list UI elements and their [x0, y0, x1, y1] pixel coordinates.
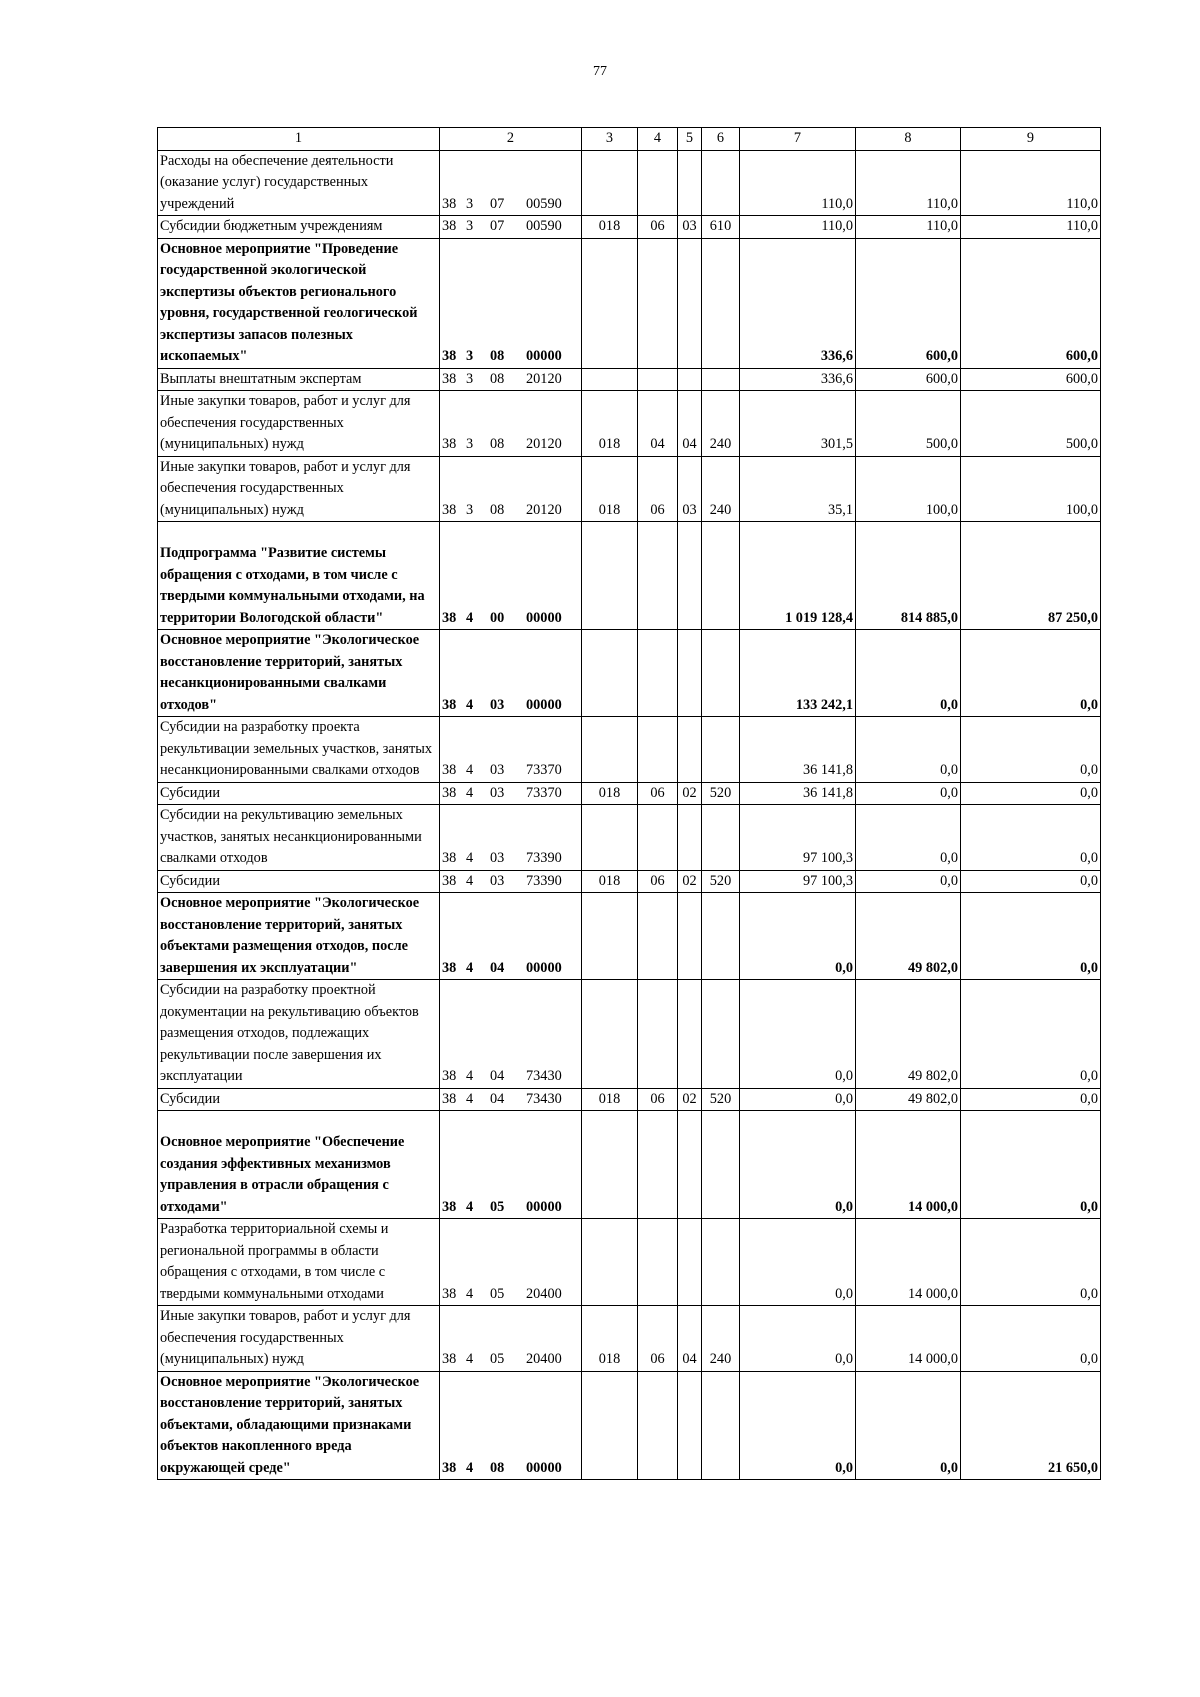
row-col-6: [702, 238, 740, 368]
row-col-3: [582, 1219, 638, 1306]
header-col-1: 1: [158, 128, 440, 151]
row-name: [158, 1111, 440, 1219]
code-part-2: 3: [466, 370, 474, 387]
row-value-7: 0,0: [740, 1306, 856, 1372]
row-code: [440, 980, 582, 1089]
row-value-8: 0,0: [856, 782, 961, 805]
row-col-6: 240: [702, 1306, 740, 1372]
row-value-9: 110,0: [961, 150, 1101, 216]
code-part-4: 73390: [526, 850, 562, 866]
row-value-7: 97 100,3: [740, 870, 856, 893]
code-part-1: 38: [442, 609, 457, 626]
row-col-6: 520: [702, 782, 740, 805]
code-part-1: 38: [442, 370, 457, 387]
table-row: [158, 456, 1101, 522]
code-part-3: 03: [490, 850, 505, 866]
code-part-4: 20400: [526, 1285, 562, 1302]
row-name: [158, 1219, 440, 1306]
code-part-3: 07: [490, 195, 505, 212]
page-number: 77: [593, 64, 607, 79]
row-name: [158, 630, 440, 717]
row-col-3: [582, 805, 638, 871]
code-part-2: 4: [466, 872, 474, 889]
code-part-2: 3: [466, 195, 474, 212]
row-col-4: 06: [638, 782, 678, 805]
row-col-5: [678, 893, 702, 980]
row-value-9: 0,0: [961, 717, 1101, 783]
row-code: [440, 238, 582, 368]
row-name: [158, 1371, 440, 1480]
row-code: [440, 870, 582, 893]
header-col-3: 3: [582, 128, 638, 151]
row-name-text: Основное мероприятие "Проведение государственной экологической экспертизы объектов регионального уровня, государственной геологической экспертизы запасов полезных ископаемых": [160, 240, 418, 364]
row-col-4: [638, 805, 678, 871]
row-col-6: [702, 717, 740, 783]
row-value-9: 0,0: [961, 805, 1101, 871]
code-part-4: 73430: [526, 1090, 562, 1107]
code-part-2: 4: [466, 1285, 474, 1302]
row-code: [440, 1111, 582, 1219]
row-name: [158, 238, 440, 368]
row-col-5: [678, 150, 702, 216]
row-col-3: [582, 717, 638, 783]
row-code: [440, 150, 582, 216]
row-col-3: [582, 1111, 638, 1219]
header-col-6: 6: [702, 128, 740, 151]
table-row: [158, 150, 1101, 216]
row-col-3: [582, 893, 638, 980]
code-part-2: 4: [466, 784, 474, 801]
code-part-4: 73370: [526, 784, 562, 801]
row-col-6: [702, 1219, 740, 1306]
row-col-5: 04: [678, 391, 702, 457]
table-row: [158, 805, 1101, 871]
row-code: [440, 782, 582, 805]
code-part-2: 4: [466, 1198, 474, 1215]
row-col-6: [702, 980, 740, 1089]
row-value-7: 133 242,1: [740, 630, 856, 717]
row-value-9: 0,0: [961, 1088, 1101, 1111]
row-name: [158, 980, 440, 1089]
code-part-4: 73430: [526, 1068, 562, 1084]
row-value-9: 0,0: [961, 893, 1101, 980]
row-col-5: [678, 1371, 702, 1480]
code-part-1: 38: [442, 436, 457, 452]
header-col-5: 5: [678, 128, 702, 151]
row-value-8: 0,0: [856, 805, 961, 871]
table-row: [158, 1088, 1101, 1111]
row-name-text: Субсидии: [160, 784, 220, 801]
row-name-text: Субсидии на рекультивацию земельных участков, занятых несанкционированными свалками отходов: [160, 807, 422, 866]
code-part-4: 73390: [526, 872, 562, 889]
row-col-3: [582, 150, 638, 216]
code-part-1: 38: [442, 218, 457, 234]
row-value-7: 301,5: [740, 391, 856, 457]
row-value-8: 110,0: [856, 150, 961, 216]
row-value-8: 14 000,0: [856, 1219, 961, 1306]
row-code: [440, 1306, 582, 1372]
row-code: [440, 456, 582, 522]
table-row: [158, 1371, 1101, 1480]
row-col-4: 06: [638, 456, 678, 522]
code-part-2: 4: [466, 850, 474, 866]
code-part-2: 4: [466, 1459, 474, 1476]
row-value-7: 0,0: [740, 1371, 856, 1480]
table-header-row: [158, 128, 1101, 151]
row-value-7: 0,0: [740, 1088, 856, 1111]
row-value-8: 49 802,0: [856, 980, 961, 1089]
code-part-2: 4: [466, 696, 474, 713]
code-part-4: 00000: [526, 609, 562, 626]
row-col-4: 06: [638, 1088, 678, 1111]
code-part-4: 00000: [526, 1459, 562, 1476]
row-code: [440, 522, 582, 630]
row-name-text: Иные закупки товаров, работ и услуг для обеспечения государственных (муниципальных) нужд: [160, 1308, 411, 1367]
row-value-7: 35,1: [740, 456, 856, 522]
row-value-7: 336,6: [740, 238, 856, 368]
row-code: [440, 391, 582, 457]
row-name-text: Выплаты внештатным экспертам: [160, 370, 362, 387]
row-name-text: Субсидии бюджетным учреждениям: [160, 218, 383, 234]
row-col-6: [702, 893, 740, 980]
row-col-4: [638, 717, 678, 783]
code-part-4: 20120: [526, 436, 562, 452]
row-col-4: 04: [638, 391, 678, 457]
row-name-text: Основное мероприятие "Обеспечение создания эффективных механизмов управления в отрасли обращения с отходами": [160, 1134, 405, 1215]
row-code: [440, 368, 582, 391]
row-value-8: 14 000,0: [856, 1111, 961, 1219]
row-col-3: 018: [582, 1306, 638, 1372]
row-name-text: Расходы на обеспечение деятельности (оказание услуг) государственных учреждений: [160, 152, 394, 212]
row-col-6: 240: [702, 391, 740, 457]
code-part-3: 04: [490, 1068, 505, 1084]
row-value-9: 0,0: [961, 782, 1101, 805]
row-value-8: 49 802,0: [856, 1088, 961, 1111]
row-col-4: 06: [638, 216, 678, 239]
code-part-4: 20400: [526, 1351, 562, 1367]
row-col-5: 02: [678, 782, 702, 805]
row-col-4: [638, 1371, 678, 1480]
row-name: [158, 893, 440, 980]
row-col-3: 018: [582, 216, 638, 239]
header-col-8: 8: [856, 128, 961, 151]
row-code: [440, 630, 582, 717]
table-row: [158, 980, 1101, 1089]
code-part-3: 07: [490, 218, 505, 234]
code-part-1: 38: [442, 762, 457, 778]
row-name: [158, 391, 440, 457]
row-col-6: [702, 150, 740, 216]
header-col-7: 7: [740, 128, 856, 151]
code-part-2: 4: [466, 1090, 474, 1107]
row-name-text: Иные закупки товаров, работ и услуг для обеспечения государственных (муниципальных) нужд: [160, 458, 411, 518]
row-name-text: Субсидии на разработку проекта рекультивации земельных участков, занятых несанкционированными свалками отходов: [160, 719, 432, 778]
row-value-7: 0,0: [740, 1219, 856, 1306]
row-value-9: 21 650,0: [961, 1371, 1101, 1480]
row-value-7: 0,0: [740, 893, 856, 980]
code-part-4: 00000: [526, 959, 562, 976]
row-col-4: 06: [638, 1306, 678, 1372]
row-code: [440, 893, 582, 980]
row-value-9: 0,0: [961, 630, 1101, 717]
table-row: [158, 717, 1101, 783]
row-name-text: Основное мероприятие "Экологическое восстановление территорий, занятых объектами размещения отходов, после завершения их эксплуатации": [160, 895, 420, 976]
row-name: [158, 368, 440, 391]
row-col-3: 018: [582, 870, 638, 893]
row-code: [440, 717, 582, 783]
code-part-3: 05: [490, 1285, 505, 1302]
row-col-3: [582, 1371, 638, 1480]
code-part-2: 3: [466, 501, 474, 518]
row-col-4: [638, 368, 678, 391]
row-name: [158, 456, 440, 522]
row-col-3: [582, 522, 638, 630]
row-col-5: [678, 1219, 702, 1306]
code-part-1: 38: [442, 1351, 457, 1367]
code-part-4: 20120: [526, 370, 562, 387]
row-col-5: [678, 368, 702, 391]
table-row: [158, 1219, 1101, 1306]
row-value-8: 110,0: [856, 216, 961, 239]
row-value-9: 100,0: [961, 456, 1101, 522]
row-name: [158, 782, 440, 805]
row-col-6: 610: [702, 216, 740, 239]
row-value-8: 14 000,0: [856, 1306, 961, 1372]
row-col-4: [638, 238, 678, 368]
row-name-text: Подпрограмма "Развитие системы обращения с отходами, в том числе с твердыми коммунальными отходами, на территории Вологодской области": [160, 545, 425, 626]
row-value-9: 0,0: [961, 980, 1101, 1089]
row-name-text: Субсидии: [160, 1090, 220, 1107]
table-row: [158, 368, 1101, 391]
row-name: [158, 1088, 440, 1111]
row-col-5: 03: [678, 216, 702, 239]
row-name-text: Иные закупки товаров, работ и услуг для обеспечения государственных (муниципальных) нужд: [160, 393, 411, 452]
code-part-4: 20120: [526, 501, 562, 518]
row-value-9: 87 250,0: [961, 522, 1101, 630]
row-value-8: 600,0: [856, 238, 961, 368]
code-part-3: 04: [490, 1090, 505, 1107]
code-part-1: 38: [442, 1459, 457, 1476]
code-part-1: 38: [442, 696, 457, 713]
row-value-7: 36 141,8: [740, 717, 856, 783]
code-part-3: 08: [490, 501, 505, 518]
row-col-5: [678, 1111, 702, 1219]
row-value-8: 100,0: [856, 456, 961, 522]
code-part-2: 4: [466, 609, 474, 626]
table-row: [158, 216, 1101, 239]
code-part-1: 38: [442, 348, 457, 364]
code-part-2: 3: [466, 348, 474, 364]
row-col-6: [702, 1371, 740, 1480]
row-col-6: [702, 368, 740, 391]
row-value-7: 97 100,3: [740, 805, 856, 871]
row-value-8: 0,0: [856, 1371, 961, 1480]
row-col-3: [582, 368, 638, 391]
code-part-1: 38: [442, 784, 457, 801]
row-col-6: [702, 1111, 740, 1219]
budget-table: [157, 127, 1101, 1480]
row-value-8: 0,0: [856, 630, 961, 717]
row-value-9: 500,0: [961, 391, 1101, 457]
code-part-3: 04: [490, 959, 505, 976]
row-col-4: [638, 980, 678, 1089]
row-col-3: 018: [582, 391, 638, 457]
row-name: [158, 717, 440, 783]
row-col-4: [638, 1111, 678, 1219]
row-value-8: 500,0: [856, 391, 961, 457]
row-col-6: 520: [702, 1088, 740, 1111]
header-col-2: 2: [440, 128, 582, 151]
row-col-5: [678, 805, 702, 871]
code-part-4: 00000: [526, 1198, 562, 1215]
row-col-4: [638, 522, 678, 630]
header-col-4: 4: [638, 128, 678, 151]
row-name-text: Основное мероприятие "Экологическое восстановление территорий, занятых объектами, обладающими признаками объектов накопленного вреда окружающей среде": [160, 1373, 420, 1476]
table-row: [158, 870, 1101, 893]
row-col-5: [678, 980, 702, 1089]
row-col-5: 02: [678, 870, 702, 893]
table-body: [158, 150, 1101, 1480]
row-col-4: 06: [638, 870, 678, 893]
code-part-3: 08: [490, 370, 505, 387]
code-part-2: 4: [466, 1068, 474, 1084]
row-value-9: 110,0: [961, 216, 1101, 239]
row-col-5: [678, 522, 702, 630]
code-part-1: 38: [442, 195, 457, 212]
row-value-8: 49 802,0: [856, 893, 961, 980]
table-row: [158, 522, 1101, 630]
row-name-text: Основное мероприятие "Экологическое восстановление территорий, занятых несанкционированными свалками отходов": [160, 632, 420, 713]
code-part-1: 38: [442, 501, 457, 518]
row-name: [158, 1306, 440, 1372]
row-col-3: 018: [582, 782, 638, 805]
code-part-2: 3: [466, 436, 474, 452]
row-col-3: [582, 238, 638, 368]
header-col-9: 9: [961, 128, 1101, 151]
row-value-8: 0,0: [856, 870, 961, 893]
row-col-5: [678, 717, 702, 783]
row-value-8: 0,0: [856, 717, 961, 783]
code-part-1: 38: [442, 850, 457, 866]
code-part-1: 38: [442, 1068, 457, 1084]
row-name: [158, 805, 440, 871]
code-part-3: 00: [490, 609, 505, 626]
table-row: [158, 1306, 1101, 1372]
code-part-4: 73370: [526, 762, 562, 778]
code-part-1: 38: [442, 1198, 457, 1215]
row-col-5: 04: [678, 1306, 702, 1372]
row-col-3: [582, 980, 638, 1089]
row-name: [158, 150, 440, 216]
row-name: [158, 870, 440, 893]
code-part-4: 00590: [526, 195, 562, 212]
row-name: [158, 216, 440, 239]
row-col-5: [678, 630, 702, 717]
row-col-5: 03: [678, 456, 702, 522]
code-part-2: 4: [466, 762, 474, 778]
row-code: [440, 1219, 582, 1306]
row-col-5: [678, 238, 702, 368]
row-col-6: [702, 522, 740, 630]
code-part-3: 03: [490, 872, 505, 889]
row-value-8: 814 885,0: [856, 522, 961, 630]
code-part-2: 4: [466, 1351, 474, 1367]
row-code: [440, 216, 582, 239]
code-part-3: 03: [490, 784, 505, 801]
code-part-1: 38: [442, 1090, 457, 1107]
row-value-9: 0,0: [961, 1111, 1101, 1219]
row-value-7: 0,0: [740, 1111, 856, 1219]
row-value-7: 1 019 128,4: [740, 522, 856, 630]
row-value-7: 110,0: [740, 150, 856, 216]
row-col-6: 240: [702, 456, 740, 522]
code-part-3: 05: [490, 1198, 505, 1215]
table-row: [158, 630, 1101, 717]
row-code: [440, 1088, 582, 1111]
row-value-7: 336,6: [740, 368, 856, 391]
row-col-3: [582, 630, 638, 717]
row-col-6: 520: [702, 870, 740, 893]
table-row: [158, 893, 1101, 980]
row-name: [158, 522, 440, 630]
table-row: [158, 238, 1101, 368]
code-part-2: 4: [466, 959, 474, 976]
row-col-6: [702, 630, 740, 717]
row-col-5: 02: [678, 1088, 702, 1111]
code-part-4: 00000: [526, 696, 562, 713]
row-col-3: 018: [582, 1088, 638, 1111]
code-part-1: 38: [442, 1285, 457, 1302]
code-part-2: 3: [466, 218, 474, 234]
row-col-4: [638, 1219, 678, 1306]
row-name-text: Субсидии на разработку проектной документации на рекультивацию объектов размещения отходов, подлежащих рекультивации после завершения их эксплуатации: [160, 982, 419, 1084]
row-value-9: 600,0: [961, 238, 1101, 368]
row-value-7: 0,0: [740, 980, 856, 1089]
code-part-1: 38: [442, 872, 457, 889]
row-col-4: [638, 150, 678, 216]
row-value-7: 36 141,8: [740, 782, 856, 805]
code-part-3: 08: [490, 436, 505, 452]
row-value-9: 0,0: [961, 870, 1101, 893]
code-part-3: 08: [490, 348, 505, 364]
table-row: [158, 391, 1101, 457]
row-value-9: 0,0: [961, 1219, 1101, 1306]
code-part-4: 00590: [526, 218, 562, 234]
row-col-4: [638, 630, 678, 717]
row-value-8: 600,0: [856, 368, 961, 391]
row-code: [440, 805, 582, 871]
row-col-6: [702, 805, 740, 871]
code-part-3: 03: [490, 762, 505, 778]
code-part-3: 08: [490, 1459, 505, 1476]
code-part-3: 03: [490, 696, 505, 713]
table-row: [158, 782, 1101, 805]
table-row: [158, 1111, 1101, 1219]
code-part-3: 05: [490, 1351, 505, 1367]
row-name-text: Разработка территориальной схемы и региональной программы в области обращения с отходами, в том числе с твердыми коммунальными отходами: [160, 1221, 389, 1302]
row-code: [440, 1371, 582, 1480]
row-col-3: 018: [582, 456, 638, 522]
code-part-1: 38: [442, 959, 457, 976]
row-value-7: 110,0: [740, 216, 856, 239]
row-col-4: [638, 893, 678, 980]
row-name-text: Субсидии: [160, 872, 220, 889]
code-part-4: 00000: [526, 348, 562, 364]
row-value-9: 0,0: [961, 1306, 1101, 1372]
row-value-9: 600,0: [961, 368, 1101, 391]
